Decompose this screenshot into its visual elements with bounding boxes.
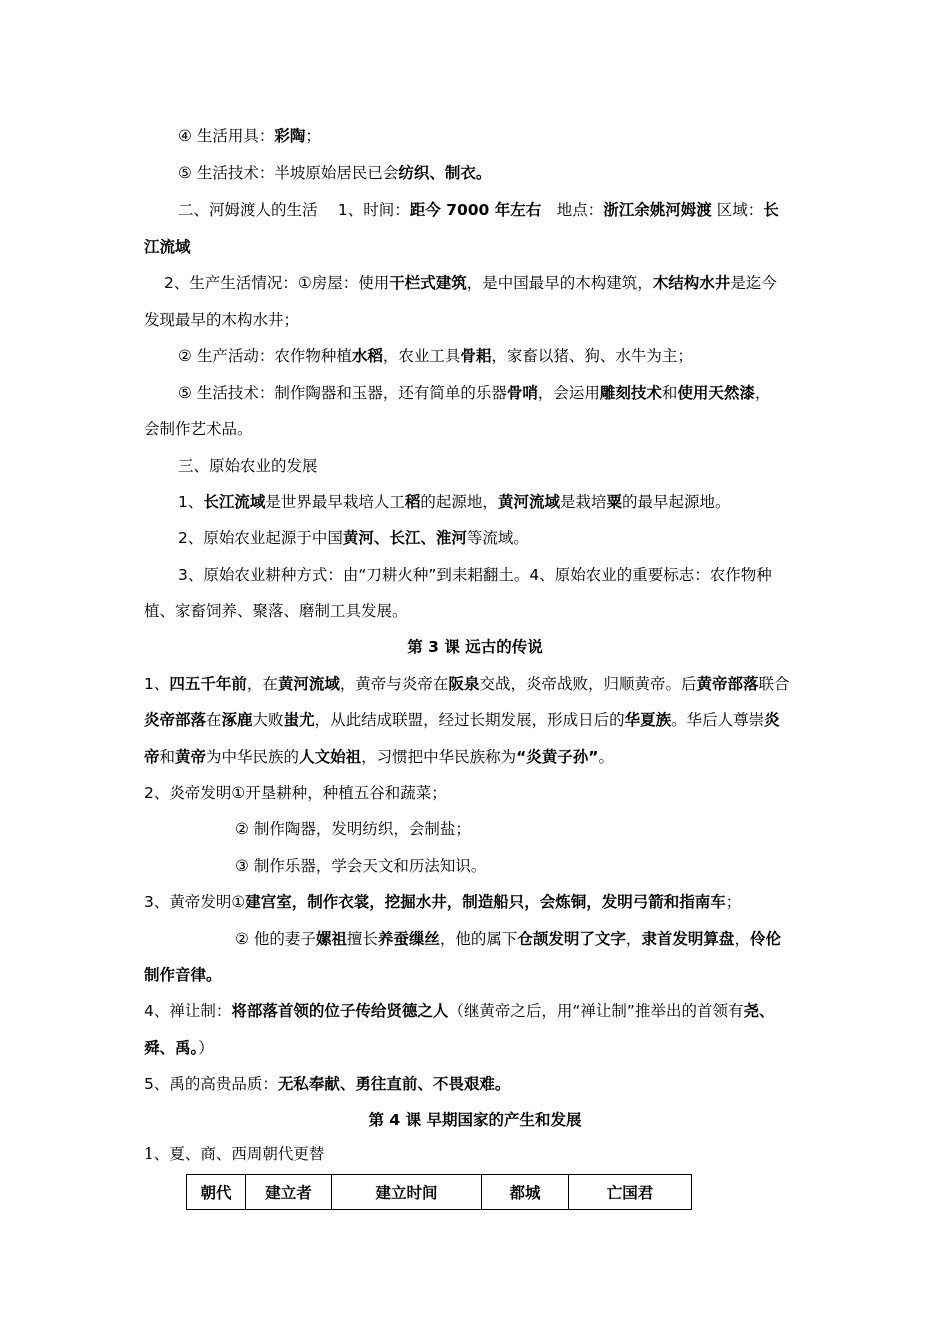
text-run: ， (734, 930, 750, 948)
text-run: 和 (159, 748, 176, 766)
bold-text-run: 第 4 课 早期国家的产生和发展 (368, 1111, 582, 1129)
text-run: 2、生产生活情况：①房屋：使用 (164, 274, 390, 292)
text-run: 1、夏、商、西周朝代更替 (144, 1145, 325, 1163)
bold-text-run: 尧、 (743, 1002, 775, 1020)
text-line (178, 199, 779, 221)
text-line (178, 455, 318, 477)
text-run: ② 制作陶器，发明纺织，会制盐； (235, 820, 471, 838)
bold-text-run: 彩陶 (274, 127, 306, 145)
bold-text-run: 黄河流域 (497, 493, 560, 511)
text-run: 二、河姆渡人的生活 1、时间： (178, 201, 410, 219)
text-run: 1、 (144, 675, 170, 693)
text-run: 会制作艺术品。 (144, 420, 253, 438)
bold-text-run: 养蚕缫丝 (377, 930, 440, 948)
text-run: ， (754, 384, 771, 402)
text-run: 三、原始农业的发展 (178, 457, 318, 475)
text-run: 。华后人尊崇 (671, 711, 765, 729)
bold-text-run: 黄帝 (175, 748, 207, 766)
bold-text-run: 木结构水井 (652, 274, 731, 292)
text-run: ，从此结成联盟，经过长期发展，形成日后的 (314, 711, 625, 729)
bold-text-run: 阪泉 (448, 675, 480, 693)
text-line (144, 236, 191, 258)
text-run: ） (198, 1039, 214, 1057)
text-run: 和 (661, 384, 678, 402)
text-run: ； (305, 127, 321, 145)
text-run: 为中华民族的 (206, 748, 300, 766)
text-line (235, 928, 781, 950)
bold-text-run: “炎黄子孙” (516, 748, 599, 766)
text-line (144, 673, 790, 695)
bold-text-run: 长江流域 (203, 493, 266, 511)
bold-text-run: 长 (763, 201, 779, 219)
table-header-cell: 都城 (482, 1175, 569, 1210)
table-header-cell: 朝代 (187, 1175, 246, 1210)
text-run: 3、原始农业耕种方式：由“刀耕火种”到耒耜翻土。4、原始农业的重要标志：农作物种 (178, 566, 772, 584)
bold-text-run: 帝 (144, 748, 160, 766)
text-line (178, 491, 731, 513)
text-run: ⑤ 生活技术：半坡原始居民已会 (178, 164, 399, 182)
text-run: ④ 生活用具： (178, 127, 275, 145)
text-line (144, 746, 614, 768)
text-run: ， (625, 930, 642, 948)
text-run: 区域： (711, 201, 764, 219)
text-line (144, 709, 780, 731)
text-line (235, 818, 471, 840)
dynasty-table (186, 1174, 692, 1210)
table-header-cell: 建立时间 (332, 1175, 482, 1210)
text-run: ，在 (246, 675, 278, 693)
text-run: 的起源地， (420, 493, 498, 511)
text-line (144, 1143, 324, 1165)
bold-text-run: 舜、禹。 (144, 1039, 199, 1057)
table-header-cell: 亡国君 (569, 1175, 692, 1210)
bold-text-run: 骨耜 (460, 347, 492, 365)
text-run: 是世界最早栽培人工 (265, 493, 405, 511)
text-run: 大败 (252, 711, 284, 729)
bold-text-run: 华夏族 (624, 711, 672, 729)
table-header-cell: 建立者 (246, 1175, 332, 1210)
text-line (178, 527, 529, 549)
text-run: ，是中国最早的木构建筑， (466, 274, 653, 292)
bold-text-run: 黄河、长江、淮河 (342, 529, 467, 547)
text-line (144, 309, 299, 331)
bold-text-run: 江流域 (144, 238, 191, 256)
lesson-heading (0, 1109, 950, 1131)
bold-text-run: 水稻 (351, 347, 383, 365)
text-run: ，他的属下 (439, 930, 518, 948)
bold-text-run: 四五千年前 (169, 675, 247, 693)
text-line (144, 782, 447, 804)
text-run: 2、原始农业起源于中国 (178, 529, 343, 547)
bold-text-run: 涿鹿 (221, 711, 253, 729)
text-run: 的最早起源地。 (621, 493, 731, 511)
text-run: 等流域。 (466, 529, 529, 547)
bold-text-run: 嫘祖 (315, 930, 347, 948)
bold-text-run: 粟 (606, 493, 622, 511)
bold-text-run: 第 3 课 远古的传说 (407, 638, 543, 656)
table-header-row (187, 1175, 692, 1210)
text-run: 3、黄帝发明① (144, 893, 246, 911)
bold-text-run: 人文始祖 (299, 748, 362, 766)
bold-text-run: 炎帝部落 (144, 711, 207, 729)
text-line (144, 418, 253, 440)
text-line (144, 1037, 214, 1059)
text-run: （继黄帝之后，用“禅让制”推举出的首领有 (448, 1002, 744, 1020)
text-run: ③ 制作乐器，学会天文和历法知识。 (235, 857, 487, 875)
text-line (235, 855, 486, 877)
text-run: 。 (598, 748, 614, 766)
text-run: ，会运用 (537, 384, 600, 402)
text-line (164, 272, 777, 294)
bold-text-run: 炎 (764, 711, 780, 729)
bold-text-run: 黄河流域 (277, 675, 340, 693)
text-line (144, 1073, 510, 1095)
bold-text-run: 骨哨 (506, 384, 538, 402)
bold-text-run: 雕刻技术 (599, 384, 662, 402)
bold-text-run: 使用天然漆 (677, 384, 755, 402)
bold-text-run: 隶首发明算盘 (641, 930, 735, 948)
lesson-heading (0, 636, 950, 658)
bold-text-run: 稻 (404, 493, 421, 511)
bold-text-run: 干栏式建筑 (389, 274, 467, 292)
text-run: 在 (206, 711, 222, 729)
text-line (144, 891, 741, 913)
bold-text-run: 伶伦 (749, 930, 781, 948)
bold-text-run: 浙江余姚河姆渡 (603, 201, 712, 219)
bold-text-run: 建宫室，制作衣裳，挖掘水井，制造船只，会炼铜，发明弓箭和指南车 (245, 893, 726, 911)
bold-text-run: 将部落首领的位子传给贤德之人 (231, 1002, 449, 1020)
text-run: ② 他的妻子 (235, 930, 316, 948)
bold-text-run: 蚩尤 (283, 711, 315, 729)
text-run: 1、 (178, 493, 204, 511)
text-run: ，习惯把中华民族称为 (361, 748, 517, 766)
text-run: 是迄今 (730, 274, 777, 292)
text-run: ，家畜以猪、狗、水牛为主； (491, 347, 693, 365)
text-run: ⑤ 生活技术：制作陶器和玉器，还有简单的乐器 (178, 384, 507, 402)
text-line (178, 345, 693, 367)
text-run: ； (725, 893, 742, 911)
text-run: 地点： (541, 201, 604, 219)
text-run: 联合 (758, 675, 790, 693)
text-line (144, 600, 408, 622)
text-run: ，黄帝与炎帝在 (339, 675, 449, 693)
text-line (144, 964, 222, 986)
bold-text-run: 纺织、制衣。 (398, 164, 492, 182)
text-line (178, 564, 772, 586)
text-line (178, 162, 491, 184)
text-run: ，农业工具 (382, 347, 461, 365)
text-run: 4、禅让制： (144, 1002, 232, 1020)
bold-text-run: 仓颉发明了文字 (517, 930, 626, 948)
text-line (178, 382, 770, 404)
text-run: 擅长 (346, 930, 378, 948)
bold-text-run: 距今 7000 年左右 (409, 201, 542, 219)
bold-text-run: 无私奉献、勇往直前、不畏艰难。 (277, 1075, 511, 1093)
text-run: 5、禹的高贵品质： (144, 1075, 278, 1093)
text-run: 2、炎帝发明①开垦耕种，种植五谷和蔬菜； (144, 784, 447, 802)
text-run: 交战，炎帝战败，归顺黄帝。后 (479, 675, 697, 693)
bold-text-run: 制作音律。 (144, 966, 222, 984)
text-line (144, 1000, 774, 1022)
text-run: 发现最早的木构水井； (144, 311, 300, 329)
text-run: 是栽培 (559, 493, 607, 511)
text-line (178, 125, 321, 147)
text-run: ② 生产活动：农作物种植 (178, 347, 352, 365)
bold-text-run: 黄帝部落 (696, 675, 759, 693)
text-run: 植、家畜饲养、聚落、磨制工具发展。 (144, 602, 408, 620)
